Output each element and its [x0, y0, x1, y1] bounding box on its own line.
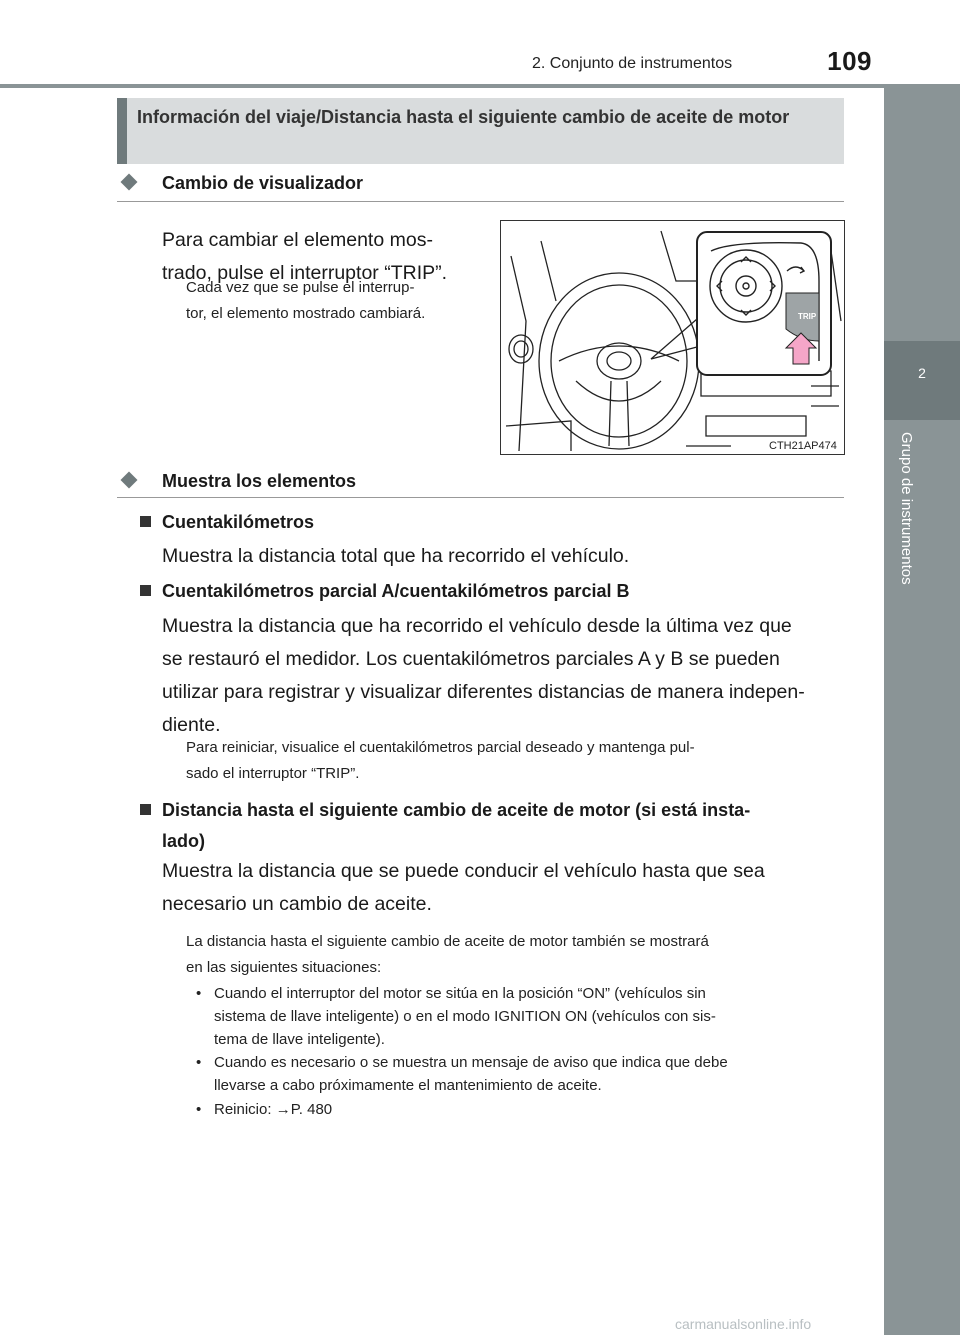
chapter-title: 2. Conjunto de instrumentos: [532, 55, 733, 72]
arrow-right-icon: →: [275, 1101, 291, 1118]
subsection-rule: [117, 201, 844, 202]
bullet-dot: •: [196, 1101, 202, 1118]
subsection-title-items: Muestra los elementos: [162, 471, 357, 491]
item-note-oil-2: en las siguientes situaciones:: [186, 959, 382, 976]
side-band-top: [884, 88, 960, 341]
item-note-trip-2: sado el interruptor “TRIP”.: [186, 765, 360, 782]
bullet-dot: •: [196, 985, 202, 1002]
header-rule: [0, 84, 960, 88]
diamond-icon: [121, 472, 138, 489]
reset-label: Reinicio:: [214, 1101, 276, 1118]
display-change-body-1: Para cambiar el elemento mos-: [162, 229, 433, 251]
item-body-trip-4: diente.: [162, 714, 221, 736]
item-title-trip: Cuentakilómetros parcial A/cuentakilómetros parcial B: [162, 581, 630, 601]
steering-wheel-drawing: [501, 221, 844, 454]
bullet-dot: •: [196, 1054, 202, 1071]
display-change-body-2: trado, pulse el interruptor “TRIP”.: [162, 262, 448, 284]
bullet-1-line-2: sistema de llave inteligente) o en el modo IGNITION ON (vehículos con sis-: [214, 1008, 716, 1025]
item-body-oil-2: necesario un cambio de aceite.: [162, 893, 432, 915]
bullet-2-line-2: llevarse a cabo próximamente el mantenimiento de aceite.: [214, 1077, 602, 1094]
side-chapter-label: Grupo de instrumentos: [898, 432, 915, 585]
section-title-bar: [117, 98, 127, 164]
bullet-1-line-3: tema de llave inteligente).: [214, 1031, 385, 1048]
item-title-oil-1: Distancia hasta el siguiente cambio de aceite de motor (si está insta-: [162, 800, 751, 820]
bullet-1-line-1: Cuando el interruptor del motor se sitúa en la posición “ON” (vehículos sin: [214, 985, 706, 1002]
side-chapter-number: 2: [918, 365, 926, 381]
item-body-trip-3: utilizar para registrar y visualizar diferentes distancias de manera indepen-: [162, 681, 805, 703]
subsection-rule: [117, 497, 844, 498]
item-body-trip-1: Muestra la distancia que ha recorrido el vehículo desde la última vez que: [162, 615, 792, 637]
item-body-trip-2: se restauró el medidor. Los cuentakilómetros parciales A y B se pueden: [162, 648, 780, 670]
square-bullet-icon: [140, 804, 151, 815]
square-bullet-icon: [140, 516, 151, 527]
subsection-title-display-change: Cambio de visualizador: [162, 173, 364, 193]
steering-wheel-illustration: [500, 220, 845, 455]
item-title-oil-2: lado): [162, 831, 205, 851]
page-reference-link[interactable]: P. 480: [290, 1101, 333, 1118]
square-bullet-icon: [140, 585, 151, 596]
watermark: carmanualsonline.info: [675, 1316, 812, 1332]
display-change-note-1: Cada vez que se pulse el interrup-: [186, 279, 415, 296]
display-change-note-2: tor, el elemento mostrado cambiará.: [186, 305, 426, 322]
figure-code: CTH21AP474: [769, 440, 837, 452]
item-body-odometer: Muestra la distancia total que ha recorrido el vehículo.: [162, 545, 630, 567]
figure-trip-label: TRIP: [798, 312, 817, 321]
item-note-oil-1: La distancia hasta el siguiente cambio de aceite de motor también se mostrará: [186, 933, 709, 950]
item-note-trip-1: Para reiniciar, visualice el cuentakilómetros parcial deseado y mantenga pul-: [186, 739, 695, 756]
bullet-3: [214, 1099, 332, 1122]
section-title: Información del viaje/Distancia hasta el siguiente cambio de aceite de motor: [137, 107, 790, 127]
page-number: 109: [827, 46, 872, 76]
diamond-icon: [121, 174, 138, 191]
bullet-2-line-1: Cuando es necesario o se muestra un mensaje de aviso que indica que debe: [214, 1054, 728, 1071]
item-title-odometer: Cuentakilómetros: [162, 512, 315, 532]
item-body-oil-1: Muestra la distancia que se puede conducir el vehículo hasta que sea: [162, 860, 765, 882]
